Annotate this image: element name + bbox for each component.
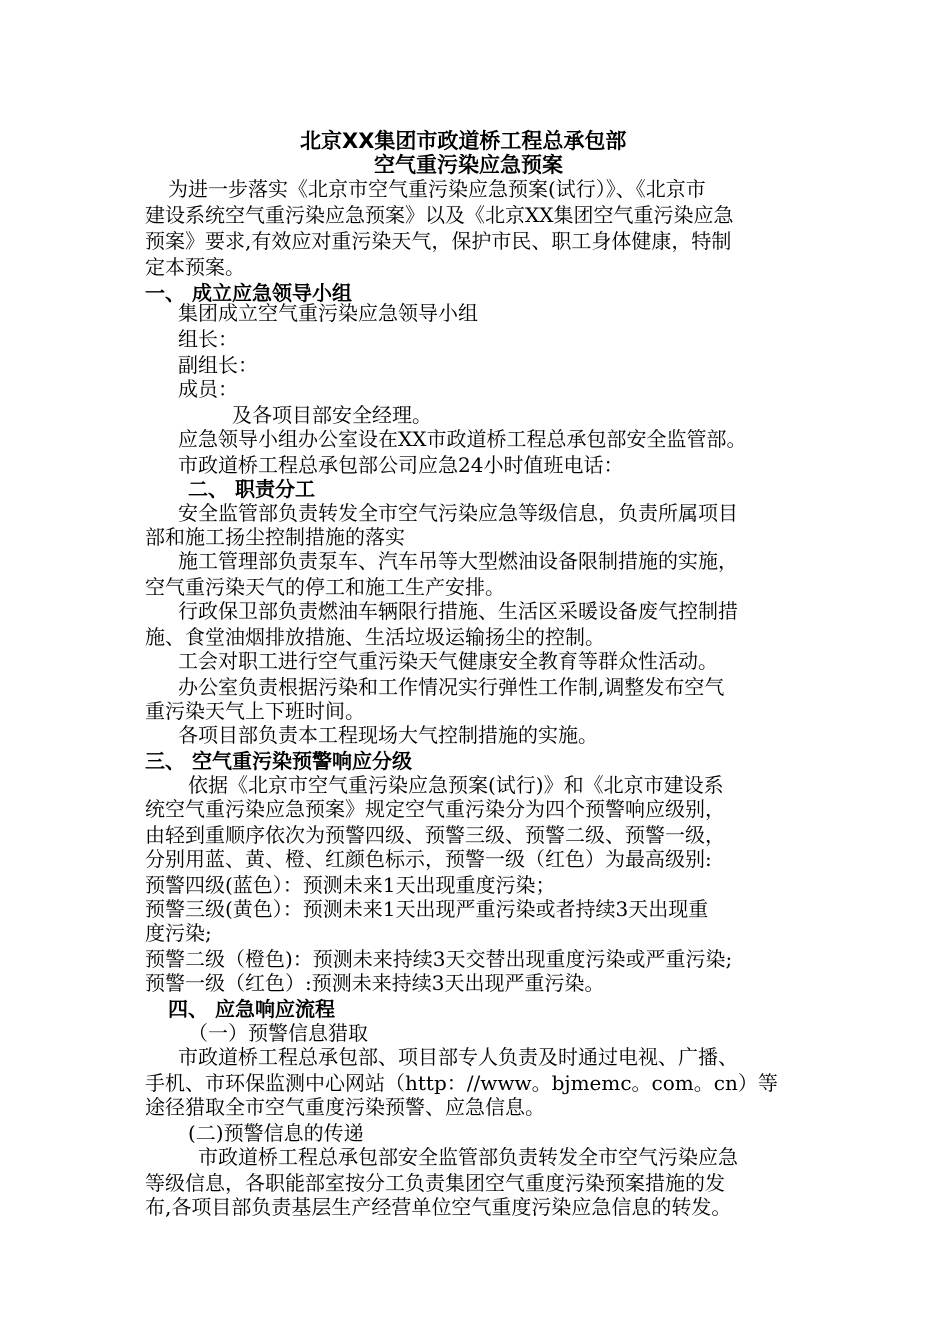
section3-line: 预警三级(黄色）：预测未来1天出现严重污染或者持续3天出现重 [145,897,709,921]
section1-line: 组长： [178,327,238,351]
section2-line: 空气重污染天气的停工和施工生产安排。 [145,575,505,599]
section3-line: 度污染; [145,921,212,945]
section2-line: 办公室负责根据污染和工作情况实行弹性工作制,调整发布空气 [178,675,725,699]
section4-line: 市政道桥工程总承包部、项目部专人负责及时通过电视、广播、 [178,1045,738,1069]
section2-line: 各项目部负责本工程现场大气控制措施的实施。 [178,723,598,747]
section3-line: 预警二级（橙色)：预测未来持续3天交替出现重度污染或严重污染; [145,947,733,971]
document-title-line2: 空气重污染应急预案 [374,153,563,177]
section4-heading: 四、 应急响应流程 [168,997,335,1021]
section2-heading: 二、 职责分工 [188,477,315,501]
intro-line: 定本预案。 [145,255,245,279]
section1-line: 成员： [178,377,238,401]
section4-line: 布,各项目部负责基层生产经营单位空气重度污染应急信息的转发。 [145,1195,732,1219]
section1-line: 副组长： [178,353,258,377]
section4-line: 手机、市环保监测中心网站（http：//www。bjmemc。com。cn）等 [145,1071,778,1095]
section1-line: 应急领导小组办公室设在XX市政道桥工程总承包部安全监管部。 [178,427,747,451]
section2-line: 行政保卫部负责燃油车辆限行措施、生活区采暖设备废气控制措 [178,599,738,623]
section4-line: 等级信息，各职能部室按分工负责集团空气重度污染预案措施的发 [145,1171,725,1195]
intro-line: 建设系统空气重污染应急预案》以及《北京XX集团空气重污染应急 [145,203,734,227]
section3-line: 依据《北京市空气重污染应急预案(试行)》和《北京市建设系 [188,773,724,797]
document-title-line1: 北京XX集团市政道桥工程总承包部 [300,129,627,153]
section1-line: 集团成立空气重污染应急领导小组 [178,301,478,325]
section2-line: 安全监管部负责转发全市空气污染应急等级信息，负责所属项目 [178,501,738,525]
section4-line: 市政道桥工程总承包部安全监管部负责转发全市空气污染应急 [198,1145,738,1169]
section2-line: 工会对职工进行空气重污染天气健康安全教育等群众性活动。 [178,649,718,673]
section2-line: 施工管理部负责泵车、汽车吊等大型燃油设备限制措施的实施， [178,549,738,573]
section3-line: 统空气重污染应急预案》规定空气重污染分为四个预警响应级别， [145,797,725,821]
section2-line: 重污染天气上下班时间。 [145,699,365,723]
section3-heading: 三、 空气重污染预警响应分级 [145,749,412,773]
section1-line: 市政道桥工程总承包部公司应急24小时值班电话： [178,453,624,477]
section3-line: 预警四级(蓝色）：预测未来1天出现重度污染； [145,873,556,897]
section1-heading: 一、 成立应急领导小组 [145,281,352,305]
section3-line: 由轻到重顺序依次为预警四级、预警三级、预警二级、预警一级， [145,823,725,847]
section4-subheading: （一）预警信息猎取 [188,1021,368,1045]
section4-line: 途径猎取全市空气重度污染预警、应急信息。 [145,1095,545,1119]
section3-line: 分别用蓝、黄、橙、红颜色标示，预警一级（红色）为最高级别: [145,847,712,871]
intro-line: 为进一步落实《北京市空气重污染应急预案(试行）》、《北京市 [168,177,706,201]
intro-line: 预案》要求,有效应对重污染天气，保护市民、职工身体健康，特制 [145,229,732,253]
section3-line: 预警一级（红色）:预测未来持续3天出现严重污染。 [145,971,605,995]
section2-line: 施、食堂油烟排放措施、生活垃圾运输扬尘的控制。 [145,625,605,649]
section2-line: 部和施工扬尘控制措施的落实 [145,525,405,549]
section4-subheading: (二)预警信息的传递 [188,1121,364,1145]
section1-line: 及各项目部安全经理。 [232,403,432,427]
